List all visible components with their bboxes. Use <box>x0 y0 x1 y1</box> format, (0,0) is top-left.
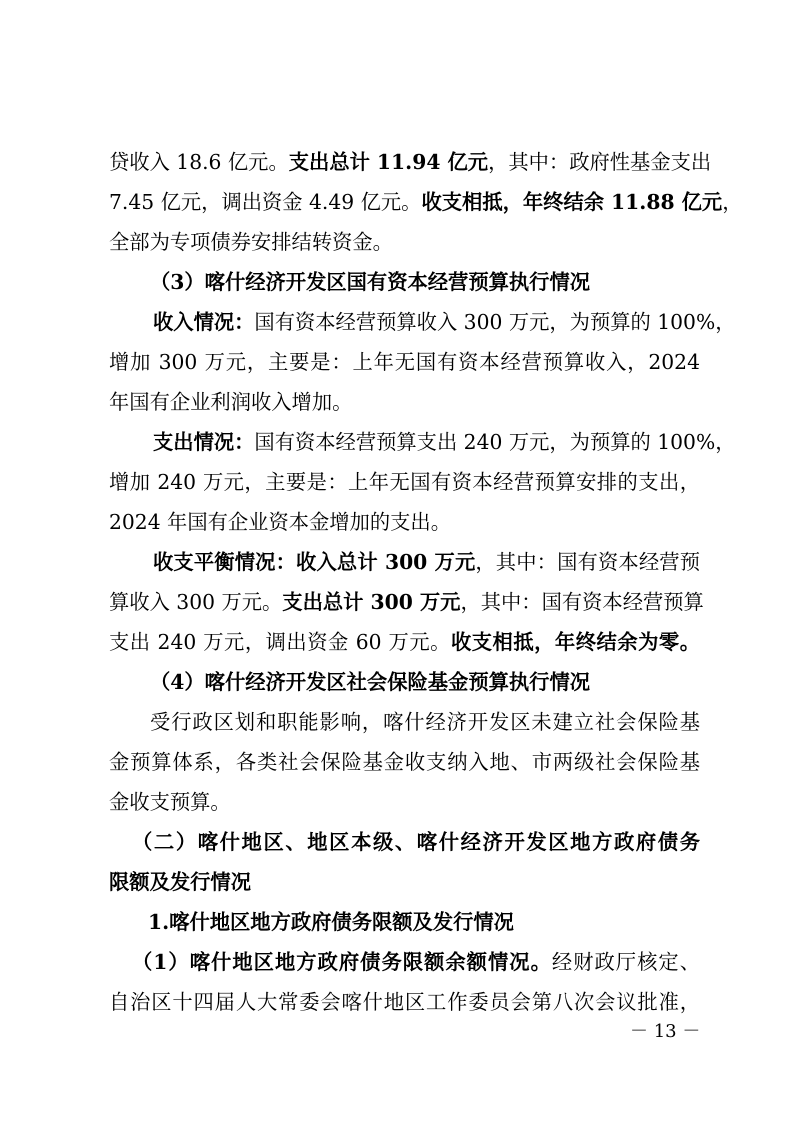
heading-text: 限额及发行情况 <box>109 870 251 894</box>
paragraph-line-16 <box>109 742 700 782</box>
heading-text: （4）喀什经济开发区社会保险基金预算执行情况 <box>150 670 591 694</box>
section-heading-3 <box>150 262 700 302</box>
text-segment: 增加 240 万元，主要是：上年无国有资本经营预算安排的支出， <box>109 470 700 494</box>
text-segment: 2024 年国有企业资本金增加的支出。 <box>109 510 451 534</box>
text-segment: 增加 300 万元，主要是：上年无国有资本经营预算收入，2024 <box>109 350 700 374</box>
bold-text-segment: 收支相抵，年终结余为零。 <box>450 630 700 654</box>
paragraph-line-13 <box>109 622 700 662</box>
text-segment: 受行政区划和职能影响，喀什经济开发区未建立社会保险基 <box>150 710 700 734</box>
text-segment: ， <box>722 190 743 214</box>
section-heading-4 <box>150 662 700 702</box>
text-segment: 年国有企业利润收入增加。 <box>109 390 353 414</box>
text-segment: 自治区十四届人大常委会喀什地区工作委员会第八次会议批准， <box>109 990 700 1014</box>
paragraph-line-7 <box>109 382 700 422</box>
bold-text-segment: （1）喀什地区地方政府债务限额余额情况。 <box>132 950 552 974</box>
paragraph-line-balance <box>153 542 700 582</box>
text-segment: 贷收入 18.6 亿元。 <box>109 150 289 174</box>
section-heading-2-continued <box>109 862 700 902</box>
bold-text-segment: 收支相抵，年终结余 11.88 亿元 <box>421 190 723 214</box>
text-segment: ，其中：政府性基金支出 <box>488 150 712 174</box>
paragraph-line-expense <box>153 422 736 462</box>
paragraph-line-9 <box>109 462 700 502</box>
paragraph-line-17 <box>109 782 700 822</box>
bold-text-segment: 支出总计 300 万元 <box>282 590 461 614</box>
paragraph-line-22 <box>109 982 700 1022</box>
subsection-heading-1 <box>148 902 700 942</box>
text-segment: 全部为专项债券安排结转资金。 <box>109 230 393 254</box>
bold-text-segment: 支出情况： <box>153 430 255 454</box>
paragraph-line-21 <box>132 942 700 982</box>
heading-text: （二）喀什地区、地区本级、喀什经济开发区地方政府债务 <box>132 830 700 854</box>
text-segment: 算收入 300 万元。 <box>109 590 283 614</box>
paragraph-line-income <box>153 302 736 342</box>
paragraph-line-12 <box>109 582 704 622</box>
text-segment: ，其中：国有资本经营预算 <box>460 590 704 614</box>
text-segment: 金预算体系，各类社会保险基金收支纳入地、市两级社会保险基 <box>109 750 700 774</box>
bold-text-segment: 收支平衡情况：收入总计 300 万元 <box>153 550 476 574</box>
text-segment: 7.45 亿元，调出资金 4.49 亿元。 <box>109 190 422 214</box>
text-segment: 金收支预算。 <box>109 790 231 814</box>
paragraph-line-3 <box>109 222 700 262</box>
paragraph-line-10 <box>109 502 700 542</box>
paragraph-line-1 <box>109 142 712 182</box>
bold-text-segment: 收入情况： <box>153 310 255 334</box>
paragraph-line-2 <box>109 182 743 222</box>
paragraph-line-15 <box>150 702 700 742</box>
bold-text-segment: 支出总计 11.94 亿元 <box>288 150 489 174</box>
heading-text: （3）喀什经济开发区国有资本经营预算执行情况 <box>150 270 591 294</box>
text-segment: 国有资本经营预算收入 300 万元，为预算的 100%， <box>254 310 736 334</box>
heading-text: 1.喀什地区地方政府债务限额及发行情况 <box>148 910 514 934</box>
paragraph-line-6 <box>109 342 700 382</box>
text-segment: 支出 240 万元，调出资金 60 万元。 <box>109 630 451 654</box>
page-number: － 13 － <box>630 1021 701 1042</box>
text-segment: ，其中：国有资本经营预 <box>475 550 700 574</box>
text-segment: 国有资本经营预算支出 240 万元，为预算的 100%， <box>254 430 736 454</box>
text-segment: 经财政厅核定、 <box>551 950 700 974</box>
section-heading-2 <box>132 822 700 862</box>
